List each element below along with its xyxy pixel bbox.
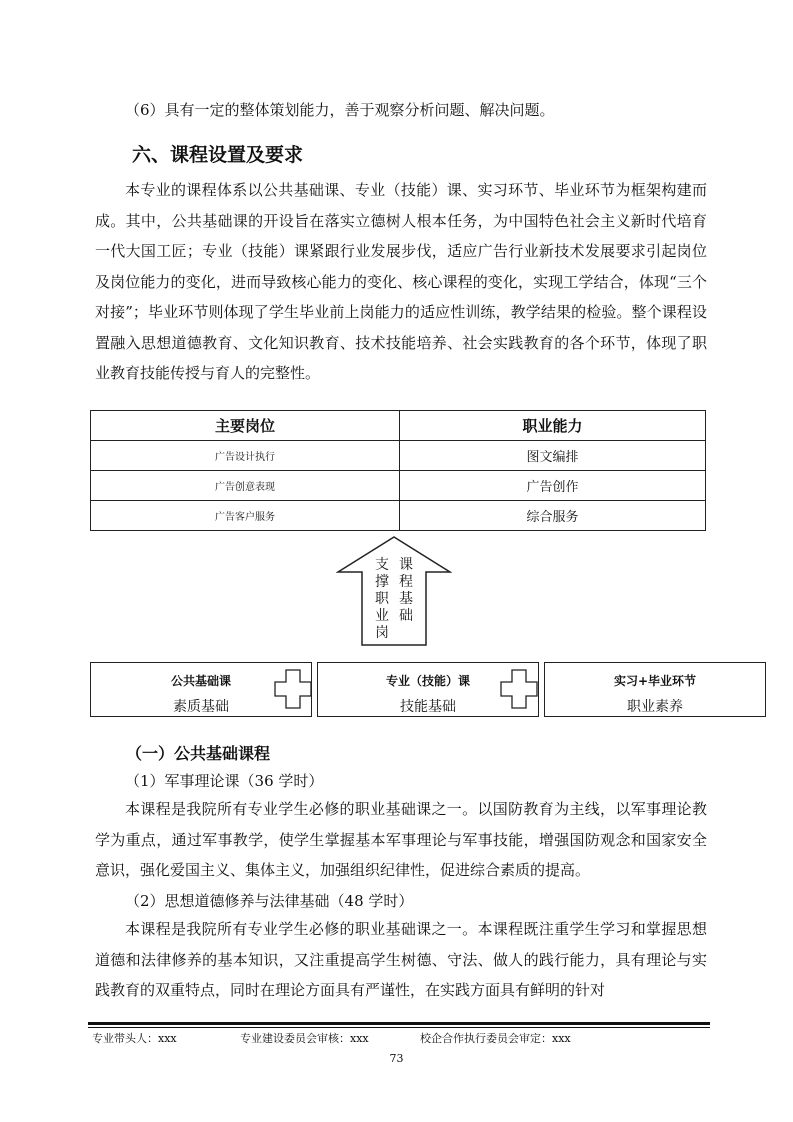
plus-icon xyxy=(274,669,312,709)
course1-title: （1）军事理论课（36 学时） xyxy=(125,772,324,790)
page-number: 73 xyxy=(389,1052,404,1065)
course-box-subtitle: 职业素养 xyxy=(627,699,683,715)
header-vocational-ability: 职业能力 xyxy=(400,411,706,441)
course2-text: 本课程是我院所有专业学生必修的职业基础课之一。本课程既注重学生学习和掌握思想道德和法律修养的基本知识，又注重提高学生树德、守法、做人的践行能力，具有理论与实践教育的双重特点，同时在理论方面具有严谨性，在实践方面具有鲜明的针对 xyxy=(95,920,707,999)
course1-text: 本课程是我院所有专业学生必修的职业基础课之一。以国防教育为主线，以军事理论教学为重点，通过军事教学，使学生掌握基本军事理论与军事技能，增强国防观念和国家安全意识，强化爱国主义、集体主义，加强组织纪律性，促进综合素质的提高。 xyxy=(95,800,707,879)
footer-coop: 校企合作执行委员会审定：xxx xyxy=(420,1032,571,1045)
footer-committee: 专业建设委员会审核：xxx xyxy=(240,1032,369,1045)
intro-item: （6）具有一定的整体策划能力，善于观察分析问题、解决问题。 xyxy=(125,101,555,119)
ability-cell: 综合服务 xyxy=(400,501,706,531)
course-box-title: 专业（技能）课 xyxy=(385,674,470,688)
course2-title: （2）思想道德修养与法律基础（48 学时） xyxy=(125,892,414,910)
section-heading: 六、课程设置及要求 xyxy=(132,144,304,166)
course-box-subtitle: 技能基础 xyxy=(400,699,456,715)
position-cell: 广告创意表现 xyxy=(91,471,400,501)
footer-leader: 专业带头人：xxx xyxy=(92,1032,177,1045)
course-box-subtitle: 素质基础 xyxy=(173,699,229,715)
arrow-label-left: 支撑职业岗 xyxy=(375,557,389,641)
course-box-title: 实习+毕业环节 xyxy=(613,674,697,688)
section-paragraph: 本专业的课程体系以公共基础课、专业（技能）课、实习环节、毕业环节为框架构建而成。其中，公共基础课的开设旨在落实立德树人根本任务，为中国特色社会主义新时代培育一代大国工匠；专业（技能）课紧跟行业发展步伐，适应广告行业新技术发展要求引起岗位及岗位能力的变化，进而导致核心能力的变化、核心课程的变化，实现工学结合，体现“三个对接”；毕业环节则体现了学生毕业前上岗能力的适应性训练，教学结果的检验。整个课程设置融入思想道德教育、文化知识教育、技术技能培养、社会实践教育的各个环节，体现了职业教育技能传授与育人的完整性。 xyxy=(95,181,707,382)
ability-cell: 广告创作 xyxy=(400,471,706,501)
table-row xyxy=(91,441,706,471)
arrow-label-right: 课程基础 xyxy=(399,557,413,624)
plus-icon xyxy=(500,669,538,709)
ability-cell: 图文编排 xyxy=(400,441,706,471)
table-row xyxy=(91,501,706,531)
table-header-row xyxy=(91,411,706,441)
footer-rule xyxy=(88,1022,710,1025)
course-box-title: 公共基础课 xyxy=(170,674,231,688)
course-box-internship xyxy=(544,662,766,717)
subheading: （一）公共基础课程 xyxy=(126,744,271,763)
position-cell: 广告设计执行 xyxy=(91,441,400,471)
table-row xyxy=(91,471,706,501)
job-ability-table xyxy=(90,410,706,531)
position-cell: 广告客户服务 xyxy=(91,501,400,531)
up-arrow-icon xyxy=(336,536,452,646)
header-main-positions: 主要岗位 xyxy=(91,411,400,441)
footer-rule-thin xyxy=(88,1027,710,1028)
